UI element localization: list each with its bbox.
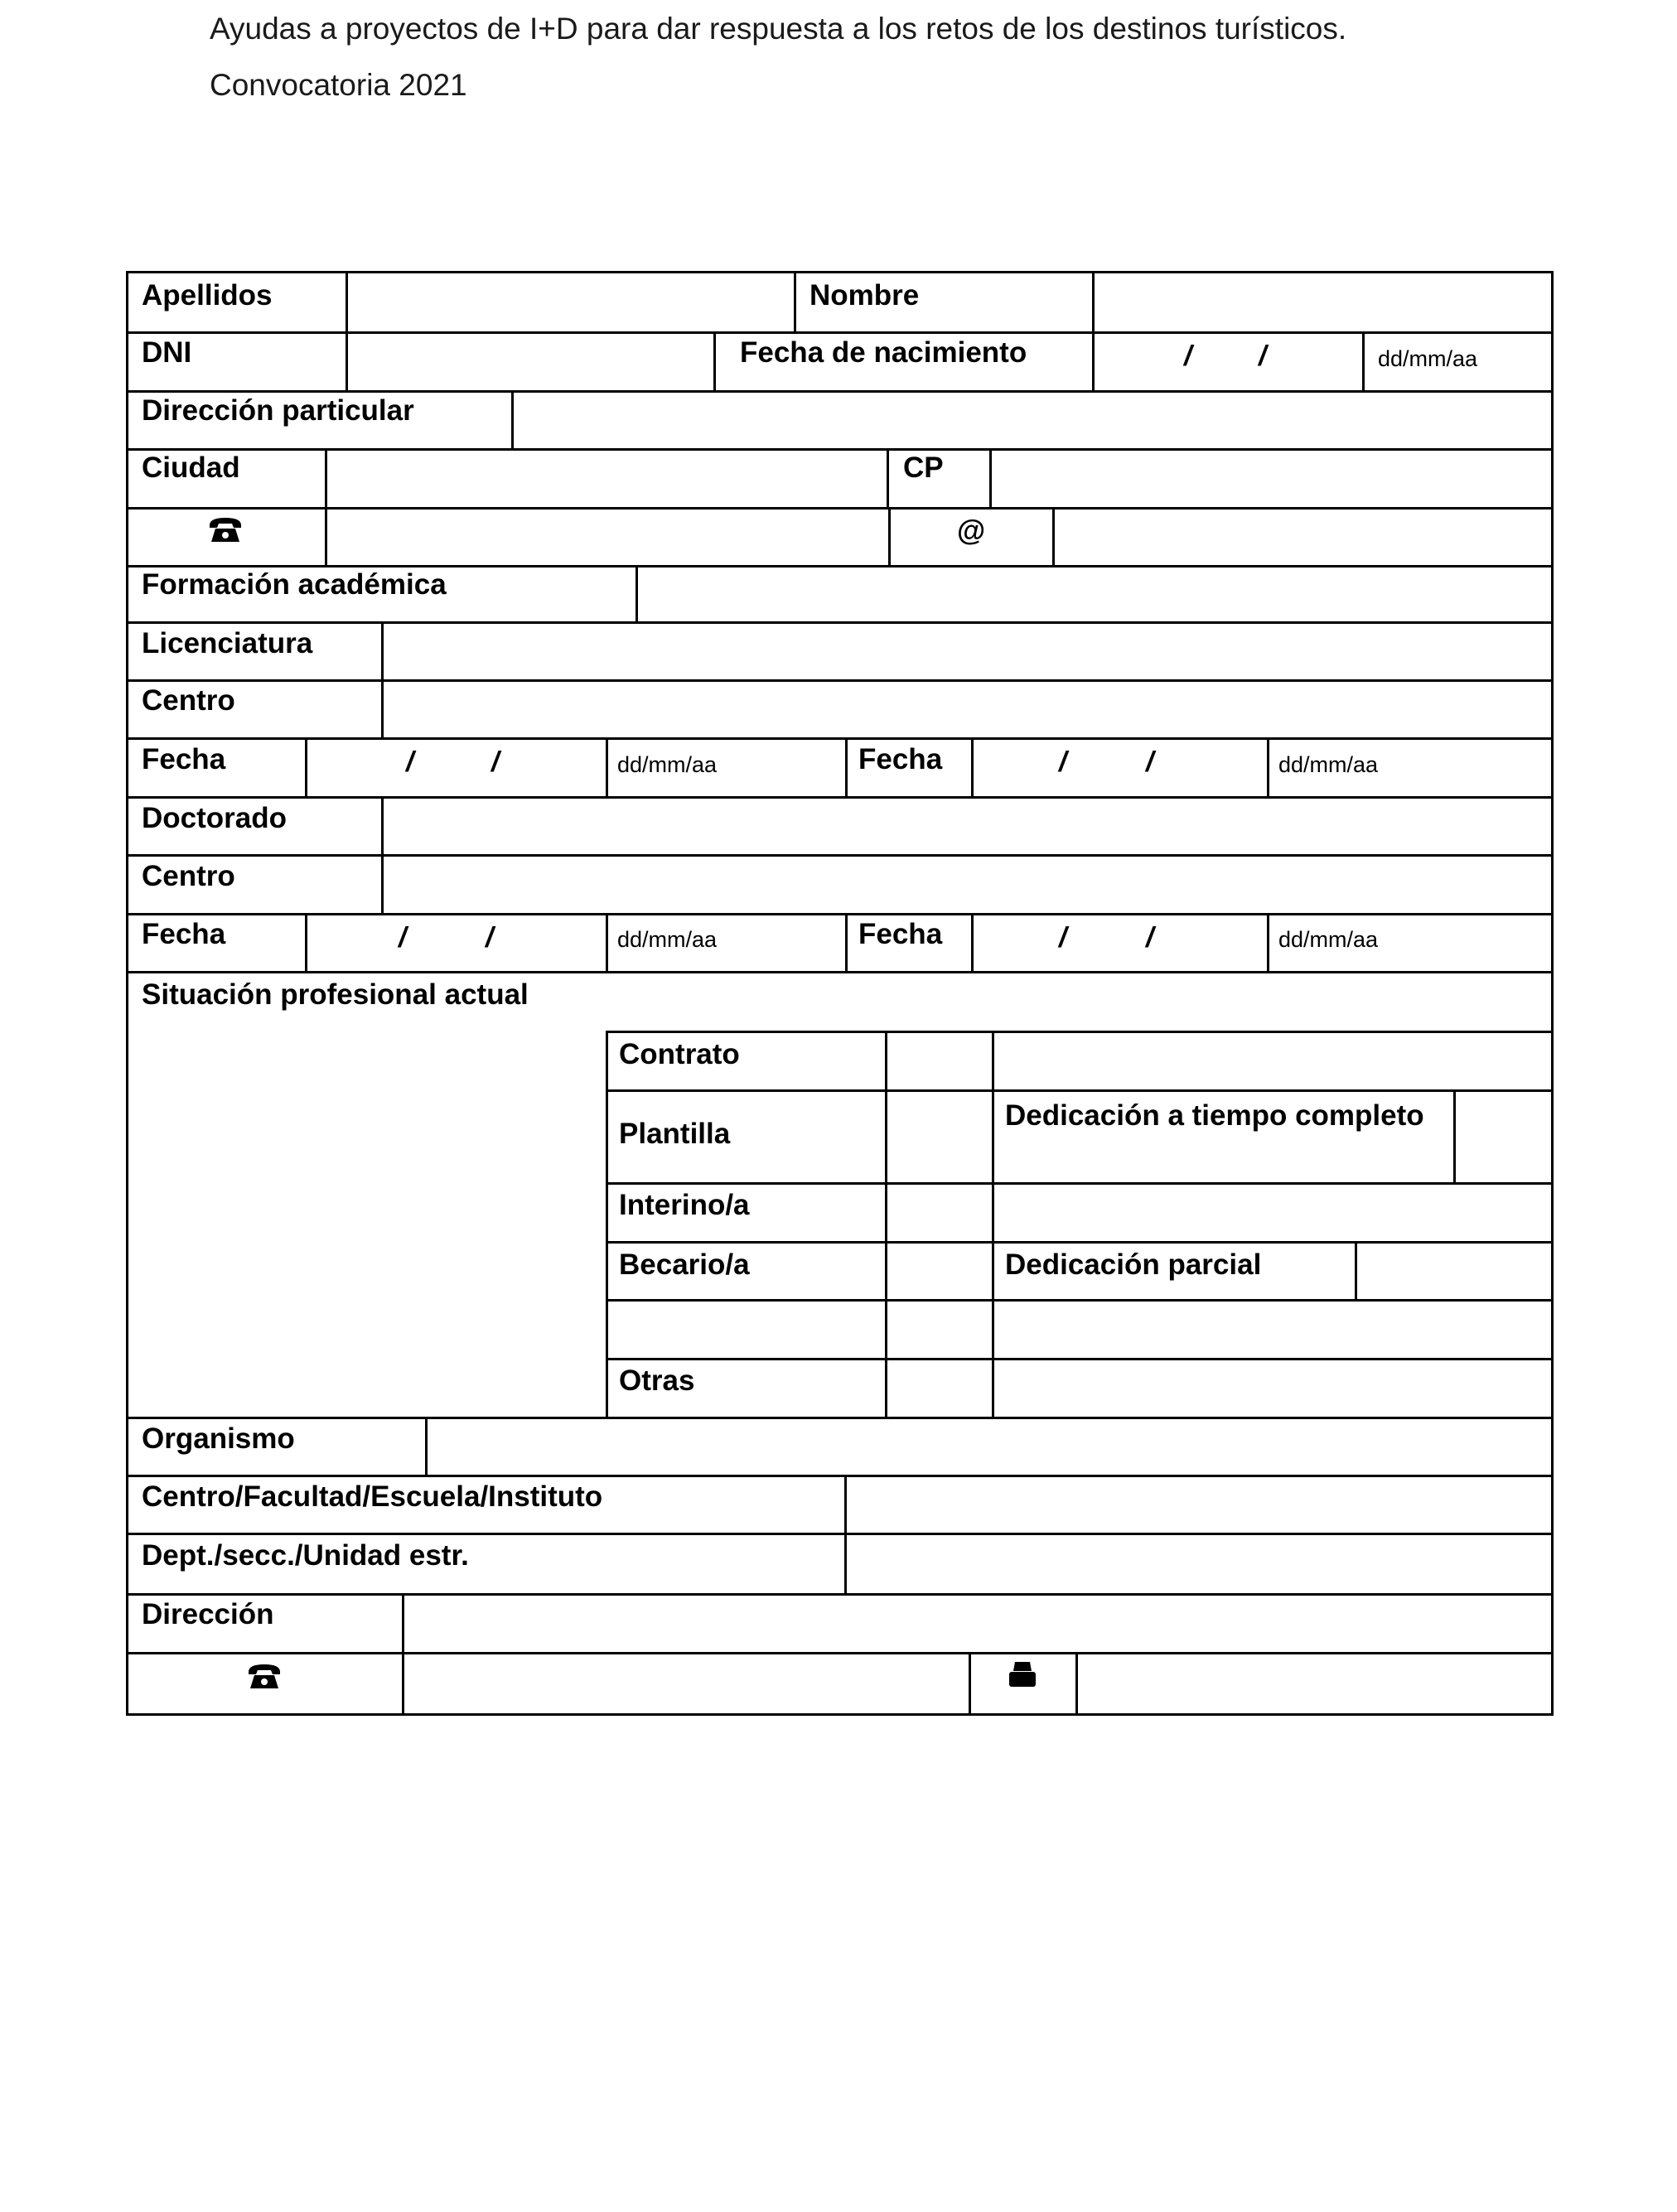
dept-field[interactable] [847,1535,1551,1593]
header-title: Ayudas a proyectos de I+D para dar respuesta a los retos de los destinos turísticos. [210,12,1347,46]
row-divider [606,1089,1551,1092]
plantilla-checkbox[interactable] [887,1092,992,1182]
dedicacion-completa-checkbox[interactable] [1456,1092,1551,1182]
interino-checkbox[interactable] [887,1185,992,1241]
dni-field[interactable] [348,334,713,390]
date-format-hint: dd/mm/aa [1278,927,1379,952]
date-separator: / [1146,746,1154,778]
date-separator: / [399,922,407,954]
telephone-field[interactable] [327,510,888,565]
direccion-field[interactable] [404,1596,1551,1652]
centro-doctorado-field[interactable] [384,857,1551,913]
apellidos-field[interactable] [348,276,794,331]
col-divider [606,1031,608,1417]
becario-checkbox[interactable] [887,1244,992,1299]
organismo-field[interactable] [428,1419,1551,1475]
blank-situation-field[interactable] [608,1302,885,1358]
col-divider [713,331,716,390]
ciudad-field[interactable] [327,451,887,507]
blank-situation-checkbox[interactable] [887,1302,992,1358]
date-separator: / [1184,340,1192,372]
organismo-label: Organismo [142,1422,295,1455]
ciudad-label: Ciudad [142,452,240,484]
doctorado-label: Doctorado [142,802,287,834]
centro-facultad-field[interactable] [847,1477,1551,1533]
col-divider [794,273,796,331]
header-subtitle: Convocatoria 2021 [210,68,467,102]
email-at-icon: @ [957,514,986,547]
col-divider [1267,737,1269,796]
contrato-label: Contrato [619,1038,740,1070]
direccion-label: Dirección [142,1598,274,1630]
cp-label: CP [903,452,944,484]
becario-label: Becario/a [619,1248,750,1281]
contrato-checkbox[interactable] [887,1033,992,1089]
work-telephone-field[interactable] [404,1654,969,1713]
row-divider [128,971,1551,973]
email-field[interactable] [1055,510,1551,565]
centro-facultad-label: Centro/Facultad/Escuela/Instituto [142,1480,603,1513]
personal-data-form [126,271,1554,1716]
doctorado-field[interactable] [384,799,1551,854]
col-divider [888,507,891,565]
fecha-nacimiento-field[interactable] [1095,334,1362,390]
dedicacion-parcial-checkbox[interactable] [1357,1244,1551,1299]
date-separator: / [406,746,414,778]
date-separator: / [491,746,500,778]
licenciatura-label: Licenciatura [142,627,313,659]
otras-field[interactable] [994,1360,1551,1417]
date-format-hint: dd/mm/aa [1278,752,1379,777]
fecha-inicio-label: Fecha [142,743,226,775]
col-divider [1362,331,1365,390]
col-divider [1267,913,1269,971]
date-separator: / [1146,922,1154,954]
col-divider [845,913,848,971]
centro-licenciatura-field[interactable] [384,682,1551,737]
contrato-field[interactable] [994,1033,1551,1089]
date-separator: / [1259,340,1267,372]
date-separator: / [486,922,494,954]
date-separator: / [1059,922,1067,954]
col-divider [606,913,608,971]
otras-label: Otras [619,1364,695,1397]
blank-situation-detail[interactable] [994,1302,1551,1358]
fecha-inicio-doctorado-label: Fecha [142,918,226,950]
dept-label: Dept./secc./Unidad estr. [142,1539,469,1572]
interino-field[interactable] [994,1185,1551,1241]
situacion-profesional-label: Situación profesional actual [142,978,529,1011]
fecha-inicio-field[interactable] [307,740,606,796]
formacion-academica-label: Formación académica [142,568,447,601]
fax-icon [1008,1660,1037,1688]
direccion-particular-field[interactable] [514,393,1551,448]
nombre-label: Nombre [810,279,920,312]
date-separator: / [1059,746,1067,778]
dedicacion-parcial-label: Dedicación parcial [1005,1248,1262,1281]
cp-field[interactable] [992,451,1551,507]
date-format-hint: dd/mm/aa [617,927,718,952]
formacion-academica-field[interactable] [638,567,1551,621]
date-format-hint: dd/mm/aa [1378,346,1478,371]
plantilla-label: Plantilla [619,1118,731,1150]
telephone-icon [208,515,243,543]
date-format-hint: dd/mm/aa [617,752,718,777]
apellidos-label: Apellidos [142,279,273,312]
nombre-field[interactable] [1095,276,1551,331]
dedicacion-completa-label: Dedicación a tiempo completo [1005,1099,1424,1132]
centro-doctorado-label: Centro [142,860,235,892]
fecha-fin-doctorado-field[interactable] [974,915,1267,971]
col-divider [969,1652,971,1713]
fecha-nacimiento-label: Fecha de nacimiento [740,336,1027,369]
col-divider [606,737,608,796]
fax-field[interactable] [1078,1654,1551,1713]
col-divider [845,737,848,796]
otras-checkbox[interactable] [887,1360,992,1417]
fecha-fin-label: Fecha [858,743,943,775]
centro-licenciatura-label: Centro [142,684,235,717]
telephone-icon [247,1662,282,1690]
interino-label: Interino/a [619,1189,750,1221]
col-divider [887,448,889,507]
dni-label: DNI [142,336,192,369]
direccion-particular-label: Dirección particular [142,394,414,427]
fecha-fin-field[interactable] [974,740,1267,796]
fecha-fin-doctorado-label: Fecha [858,918,943,950]
licenciatura-field[interactable] [384,624,1551,679]
fecha-inicio-doctorado-field[interactable] [307,915,606,971]
